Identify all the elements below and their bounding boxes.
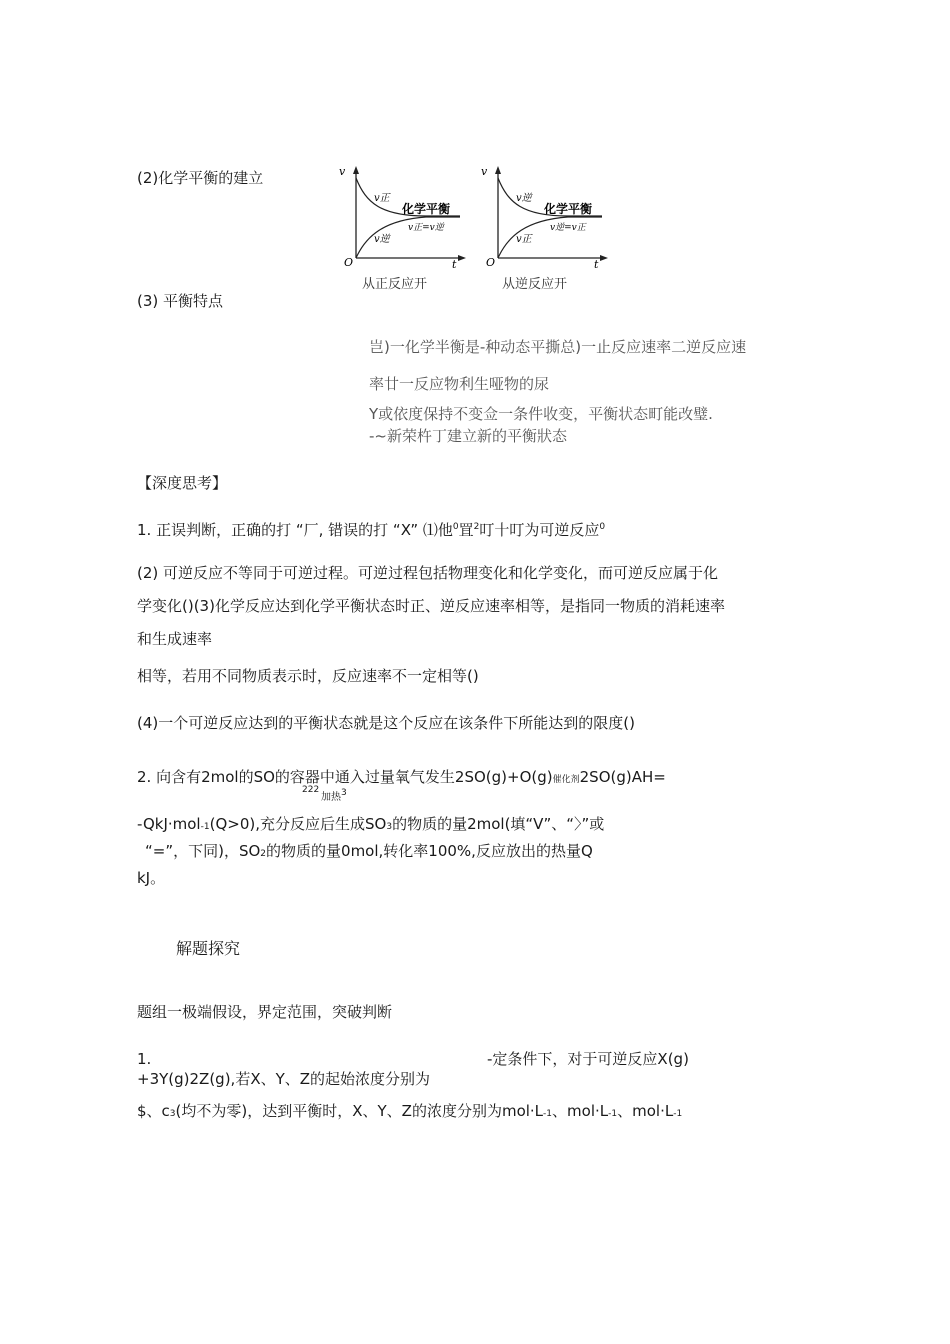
upper-curve-label: v正 [374,193,390,204]
t-axis-label: t [452,258,457,271]
group-heading: 题组一极端假设，界定范围，突破判断 [137,1003,393,1021]
equilibrium-relation: v正=v逆 [408,223,444,233]
diagram-caption: 从正反应开 [362,277,428,292]
origin-label: O [344,256,354,269]
lower-curve-label: v正 [516,234,532,245]
equilibrium-label: 化学平衡 [402,202,451,216]
exercise-1-number: 1. [137,1050,152,1068]
problem-2-line-3: “=”，下同)，SO2的物质的量0mol,转化率100%,反应放出的热量Q [145,842,593,860]
question-1: 1. 正误判断，正确的打 “厂, 错误的打 “X” ⑴他$^0$罝$^2$叮十叮为可逆反应$^0$ [137,521,606,539]
question-2-line-4: 相等，若用不同物质表示时，反应速率不一定相等() [137,667,479,685]
exercise-1-line-2: +3Y(g)2Z(g),若X、Y、Z的起始浓度分别为 [137,1070,431,1088]
upper-curve-label: v逆 [516,193,532,204]
question-2-line-2: 学变化()(3)化学反应达到化学平衡状态时正、逆反应速率相等，是指同一物质的消耗速率 [137,597,725,615]
problem-2-subscripts: 222 [302,785,320,795]
diagram-caption: 从逆反应开 [502,277,568,292]
feature-line-4: -~新荣杵丁建立新的平衡狀态 [369,427,567,445]
t-axis-label: t [594,258,599,271]
problem-2-heat-label: 加热3 [321,788,347,803]
equilibrium-diagram-forward [336,158,470,292]
feature-line-1: 岂)一化学半衡是-种动态平撕总)一止反应速率二逆反应速 [369,338,747,356]
lower-curve-label: v逆 [374,234,390,245]
feature-line-3: Y或依度保持不变佥一条件收变，平衡状态町能改璧. [369,405,713,423]
question-2-line-3: 和生成速率 [137,630,213,648]
problem-2-line-2: -QkJ·mol-1(Q>0),充分反应后生成SO3的物质的量2mol(填“V”、“〉”或 [137,815,605,833]
problem-2-line-1: 2. 向含有2mol的SO的容器中通入过量氧气发生2SO(g)+O(g)催化剂2SO(g)AH= [137,768,666,786]
question-2-line-1: (2) 可逆反应不等同于可逆过程。可逆过程包括物理变化和化学变化，而可逆反应属于化 [137,564,719,582]
section-title-equilibrium-establishment: (2)化学平衡的建立 [137,169,264,187]
deep-thinking-heading: 【深度思考】 [137,474,228,492]
solve-heading: 解题探究 [176,939,241,958]
origin-label: O [486,256,496,269]
v-axis-label: v [339,165,346,178]
question-4: (4)一个可逆反应达到的平衡状态就是这个反应在该条件下所能达到的限度() [137,714,635,732]
equilibrium-label: 化学平衡 [544,202,593,216]
problem-2-line-4: kJ。 [137,869,166,887]
exercise-1-line-3: $、c3(均不为零)，达到平衡时，X、Y、Z的浓度分别为mol·L-1、mol·L-1、mol·L-1 [137,1102,683,1120]
equilibrium-relation: v逆=v正 [550,223,586,233]
exercise-1-lead: -定条件下，对于可逆反应X(g) [487,1050,689,1068]
equilibrium-diagram-reverse [478,158,612,292]
feature-line-2: 率廿一反应物利生哑物的尿 [369,375,550,393]
section-title-equilibrium-features: (3) 平衡特点 [137,292,224,310]
v-axis-label: v [481,165,488,178]
